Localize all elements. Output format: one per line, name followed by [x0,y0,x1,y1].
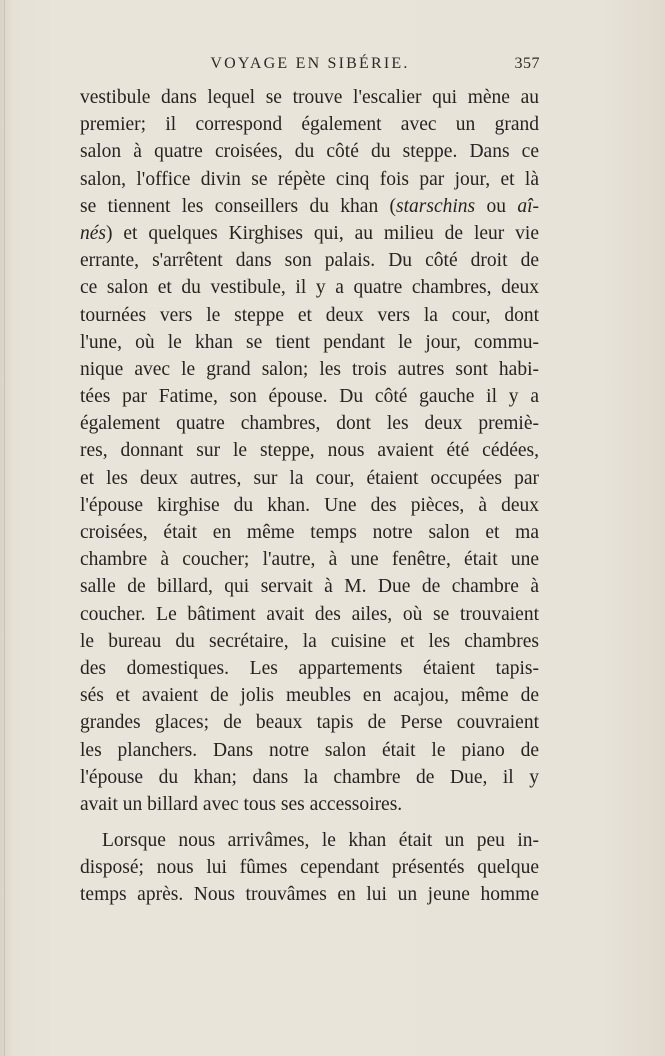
text-line: croisées, était en même temps notre salon et ma [80,522,539,543]
text-line: se tiennent les conseillers du khan (starschins ou aî- [80,195,540,217]
text-line: chambre à coucher; l'autre, à une fenêtre, était une [80,549,539,571]
text-line: le bureau du secrétaire, la cuisine et les chambres [80,630,539,652]
binding-gutter [4,0,5,1056]
text-line: Lorsque nous arrivâmes, le khan était un peu in- [102,830,539,852]
paragraph-2 [80,827,539,909]
page-number: 357 [514,55,540,72]
text-line: des domestiques. Les appartements étaient tapis- [80,657,539,679]
running-head [80,55,540,77]
text-line: temps après. Nous trouvâmes en lui un jeune homme [80,884,539,906]
text-line: nique avec le grand salon; les trois autres sont habi- [80,358,539,380]
text-line: sés et avaient de jolis meubles en acajou, même de [80,685,539,707]
text-line: l'épouse du khan; dans la chambre de Due, il y [80,766,539,788]
text-line: grandes glaces; de beaux tapis de Perse couvraient [80,712,539,734]
text-line: salle de billard, qui servait à M. Due de chambre à [80,576,539,598]
paragraph-1 [80,84,539,818]
text-line: disposé; nous lui fûmes cependant présentés quelque [80,857,539,879]
text-line: premier; il correspond également avec un grand [80,114,539,136]
text-line: salon à quatre croisées, du côté du steppe. Dans ce [80,141,539,163]
text-line: res, donnant sur le steppe, nous avaient été cédées, [80,440,539,462]
text-line: errante, s'arrêtent dans son palais. Du côté droit de [80,250,539,272]
text-line: avait un billard avec tous ses accessoires. [80,793,403,815]
text-line: vestibule dans lequel se trouve l'escalier qui mène au [80,87,539,108]
text-line: tées par Fatime, son épouse. Du côté gauche il y a [80,386,539,408]
text-line: et les deux autres, sur la cour, étaient occupées par [80,467,539,489]
body-text [80,84,539,909]
text-line: les planchers. Dans notre salon était le piano de [80,739,539,761]
text-line: salon, l'office divin se répète cinq fois par jour, et là [80,168,539,190]
text-line: également quatre chambres, dont les deux premiè- [80,413,539,435]
text-line: l'une, où le khan se tient pendant le jour, commu- [80,331,539,353]
running-title: VOYAGE EN SIBÉRIE. [210,55,410,72]
text-line: nés) et quelques Kirghises qui, au milieu de leur vie [80,222,539,244]
text-line: coucher. Le bâtiment avait des ailes, où se trouvaient [80,603,539,625]
text-line: l'épouse kirghise du khan. Une des pièces, à deux [80,494,539,516]
text-line: tournées vers le steppe et deux vers la cour, dont [80,304,539,326]
text-line: ce salon et du vestibule, il y a quatre chambres, deux [80,277,539,299]
